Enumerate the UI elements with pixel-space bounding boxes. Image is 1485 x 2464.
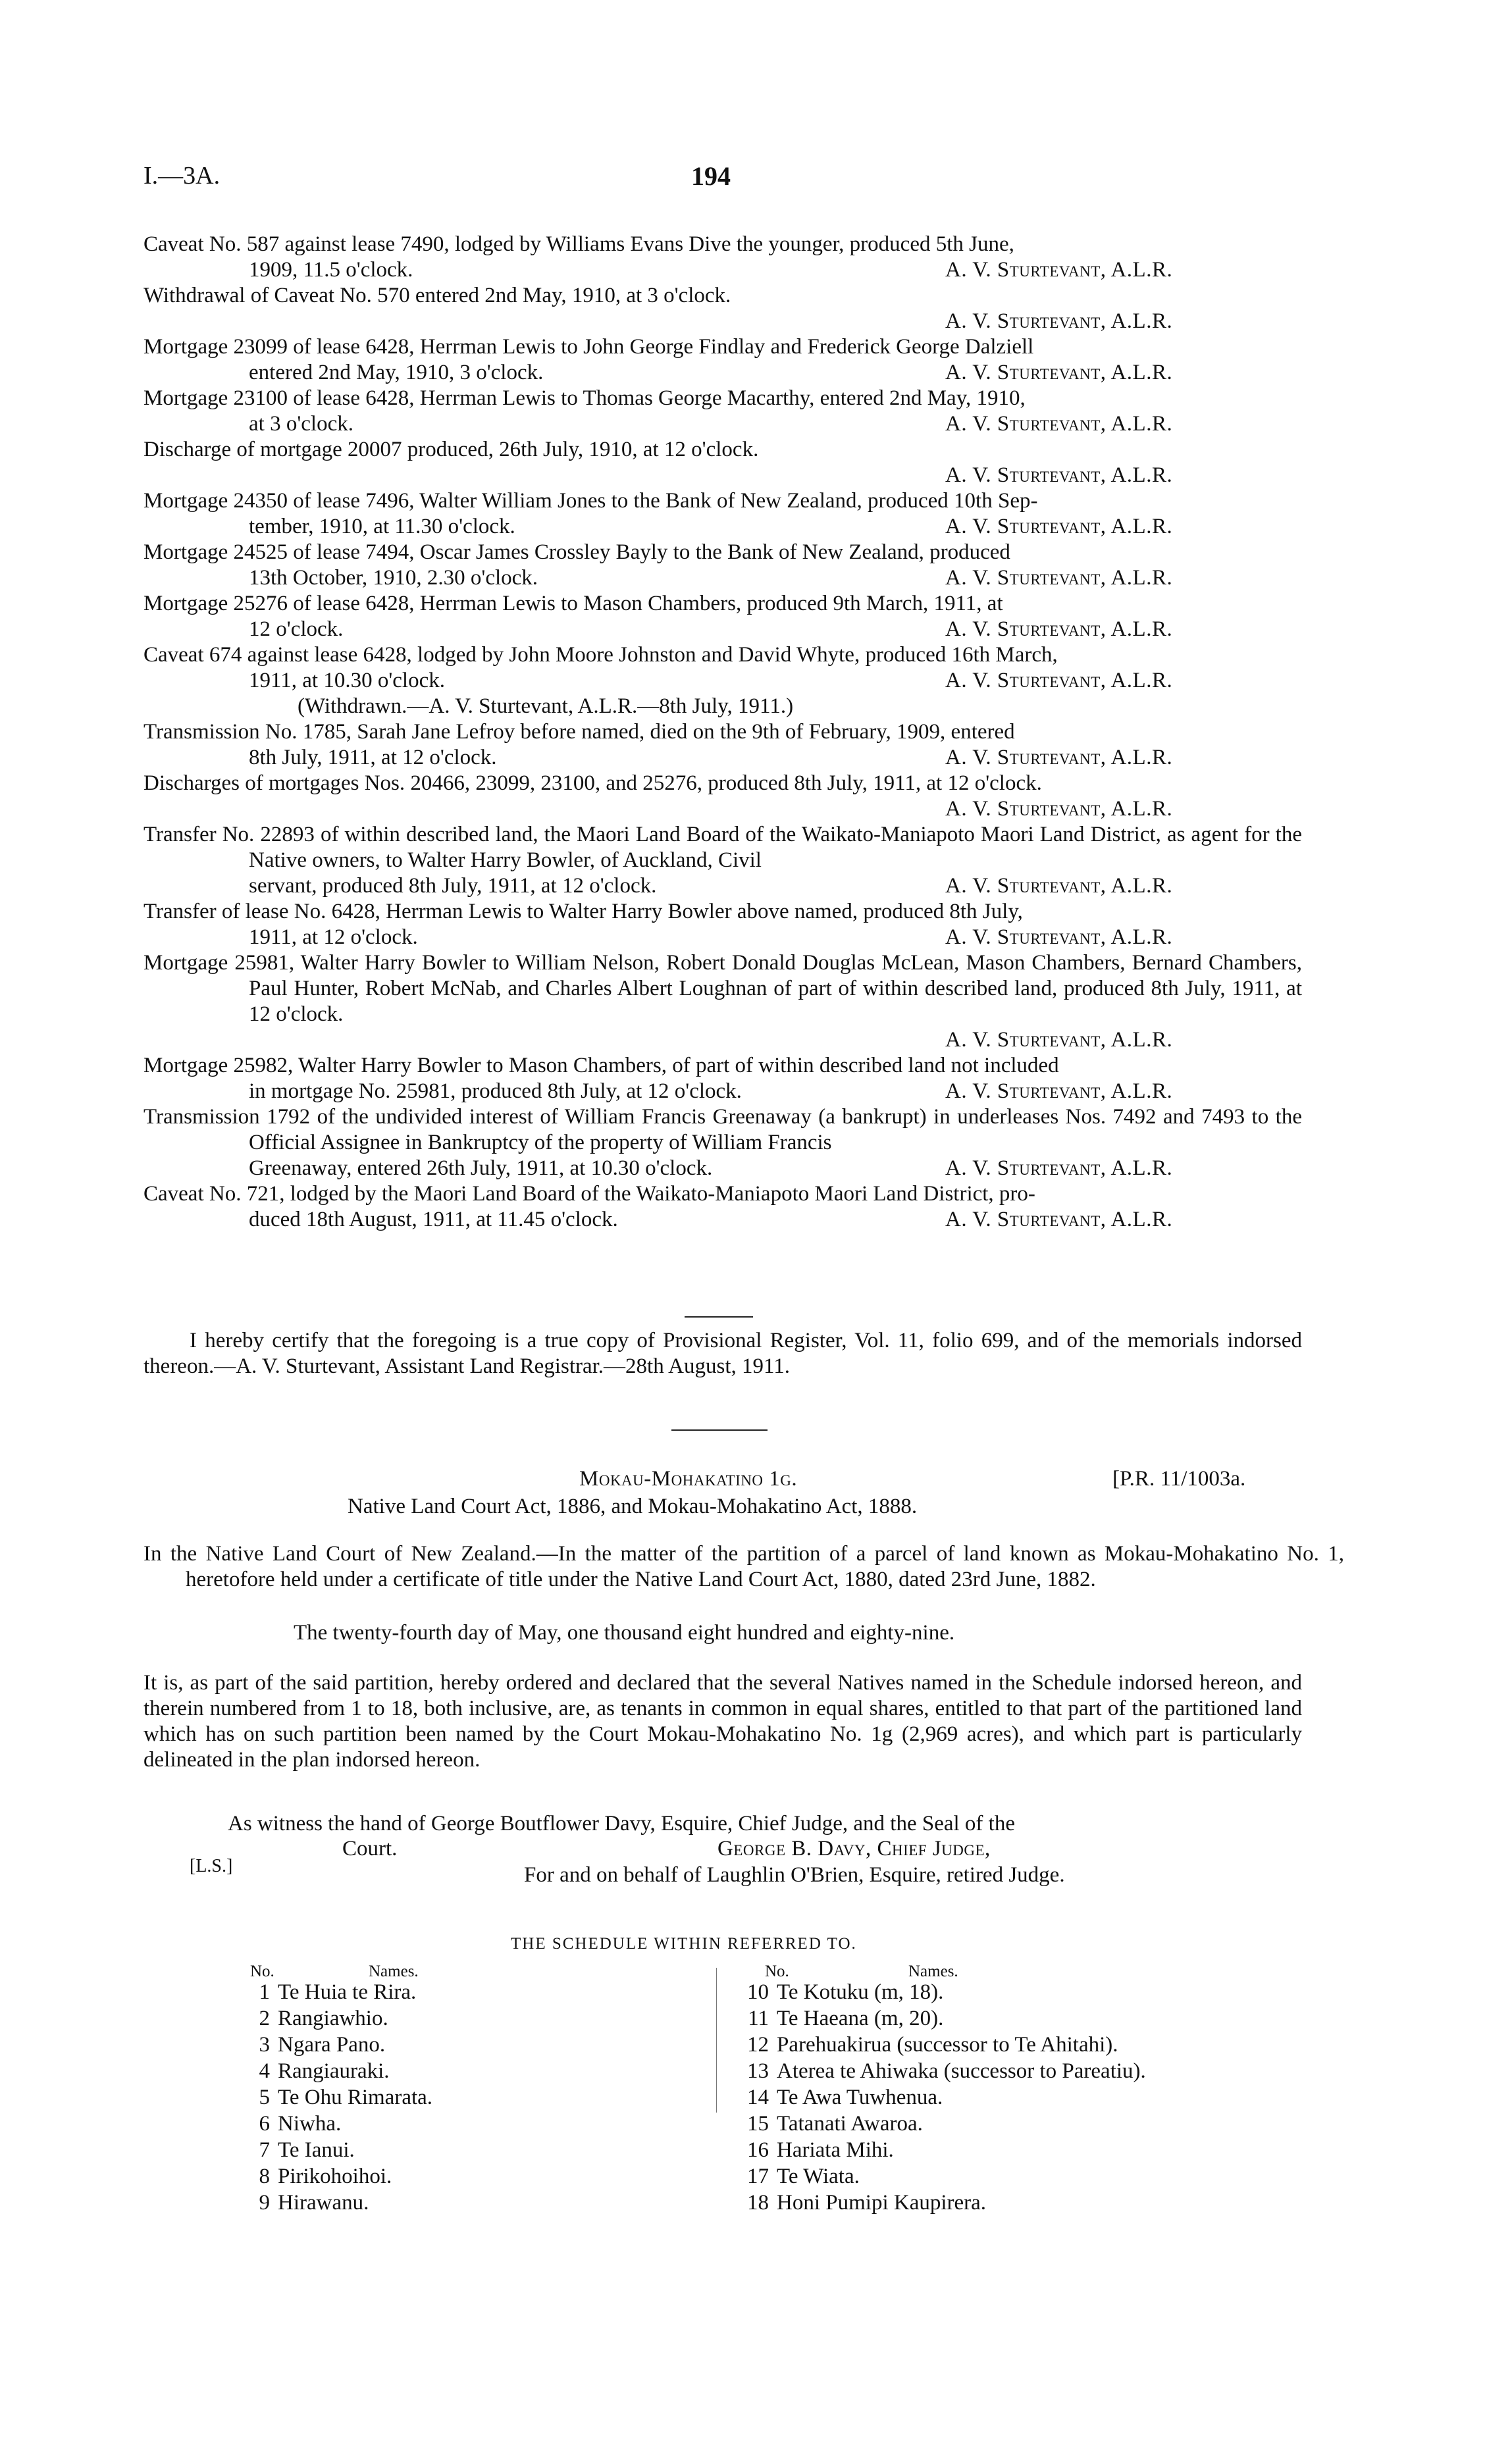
schedule-names-header: Names.	[908, 1963, 958, 1980]
entry-text: Transmission 1792 of the undivided interest of William Francis Greenaway (a bankrupt) in underleases Nos. 7492 and 7493 to the Official Assignee in Bankruptcy of the property of William Francis	[143, 1105, 1302, 1154]
schedule-name: Te Huia te Rira.	[278, 1980, 417, 2004]
schedule-row	[237, 2190, 432, 2217]
schedule-row	[736, 2111, 1146, 2138]
entry-text: Mortgage 24525 of lease 7494, Oscar James Crossley Bayly to the Bank of New Zealand, produced	[143, 540, 1010, 564]
schedule-title: THE SCHEDULE WITHIN REFERRED TO.	[511, 1935, 857, 1953]
schedule-name: Te Wiata.	[777, 2165, 860, 2188]
entry-continuation: at 3 o'clock.	[249, 412, 353, 436]
entry-closing-line	[143, 745, 1302, 771]
registrar-signature: A. V. Sturtevant, A.L.R.	[945, 925, 1173, 949]
schedule-number: 15	[747, 2112, 769, 2136]
entry-continuation: entered 2nd May, 1910, 3 o'clock.	[249, 361, 544, 384]
entry-continuation: Greenaway, entered 26th July, 1911, at 10.30 o'clock.	[249, 1156, 713, 1180]
entry-closing-line	[143, 1207, 1302, 1233]
entry-closing-line	[143, 1079, 1302, 1104]
registrar-signature: A. V. Sturtevant, A.L.R.	[945, 617, 1173, 641]
schedule-name: Honi Pumipi Kaupirera.	[777, 2191, 987, 2215]
schedule-row	[736, 2190, 1146, 2217]
memorial-entry	[143, 283, 1302, 334]
entry-text: Caveat No. 587 against lease 7490, lodged by Williams Evans Dive the younger, produced 5th June,	[143, 232, 1014, 256]
schedule-number: 13	[747, 2059, 769, 2083]
entry-closing-line	[143, 873, 1302, 899]
behalf-line: For and on behalf of Laughlin O'Brien, Esquire, retired Judge.	[524, 1863, 1065, 1887]
entry-closing-line	[143, 617, 1302, 642]
registrar-signature: A. V. Sturtevant, A.L.R.	[945, 515, 1173, 538]
schedule-row	[237, 1980, 432, 2006]
registrar-signature: A. V. Sturtevant, A.L.R.	[945, 746, 1173, 769]
entry-continuation: in mortgage No. 25981, produced 8th July, at 12 o'clock.	[249, 1079, 742, 1103]
memorial-entry	[143, 950, 1302, 1053]
schedule-column-right	[736, 1980, 1146, 2217]
memorial-entry	[143, 899, 1302, 950]
schedule-row	[736, 2059, 1146, 2085]
memorial-entry	[143, 822, 1302, 899]
schedule-number: 1	[259, 1980, 270, 2004]
entry-continuation: servant, produced 8th July, 1911, at 12 o'clock.	[249, 874, 657, 898]
schedule-name: Hariata Mihi.	[777, 2138, 894, 2162]
entry-continuation: 1911, at 10.30 o'clock.	[249, 669, 445, 692]
entry-continuation: tember, 1910, at 11.30 o'clock.	[249, 515, 515, 538]
memorial-entry	[143, 1181, 1302, 1233]
schedule-number: 10	[747, 1980, 769, 2004]
withdrawal-note: (Withdrawn.—A. V. Sturtevant, A.L.R.—8th July, 1911.)	[298, 694, 794, 718]
schedule-row	[237, 2032, 432, 2059]
schedule-name: Te Ianui.	[278, 2138, 355, 2162]
entry-closing-line	[143, 668, 1302, 694]
schedule-row	[736, 2006, 1146, 2032]
schedule-name: Aterea te Ahiwaka (successor to Pareatiu).	[777, 2059, 1146, 2083]
entry-continuation: 13th October, 1910, 2.30 o'clock.	[249, 566, 538, 590]
schedule-name: Tatanati Awaroa.	[777, 2112, 923, 2136]
order-date: The twenty-fourth day of May, one thousand eight hundred and eighty-nine.	[294, 1621, 955, 1645]
entry-text: Mortgage 23100 of lease 6428, Herrman Lewis to Thomas George Macarthy, entered 2nd May, 1910,	[143, 386, 1026, 410]
schedule-name: Hirawanu.	[278, 2191, 369, 2215]
entry-closing-line	[143, 1027, 1302, 1053]
schedule-name: Te Haeana (m, 20).	[777, 2007, 944, 2030]
entry-text: Withdrawal of Caveat No. 570 entered 2nd May, 1910, at 3 o'clock.	[143, 284, 731, 307]
memorial-entry	[143, 642, 1302, 719]
registrar-signature: A. V. Sturtevant, A.L.R.	[945, 874, 1173, 898]
order-reference: [P.R. 11/1003a.	[1112, 1467, 1246, 1491]
schedule-row	[237, 2164, 432, 2190]
schedule-name: Rangiauraki.	[278, 2059, 390, 2083]
matter-paragraph: In the Native Land Court of New Zealand.—In the matter of the partition of a parcel of land known as Mokau-Mohakatino No. 1, heretofore held under a certificate of title under the Native Land Court Act, 1880, dated 23rd June, 1882.	[143, 1542, 1344, 1591]
schedule-no-header: No.	[765, 1963, 789, 1980]
schedule-row	[237, 2085, 432, 2111]
entry-closing-line	[143, 411, 1302, 437]
registrar-signature: A. V. Sturtevant, A.L.R.	[945, 1079, 1173, 1103]
schedule-number: 3	[259, 2033, 270, 2057]
order-title: Mokau-Mohakatino 1g.	[579, 1467, 798, 1491]
schedule-number: 5	[259, 2086, 270, 2109]
witness-line-continued: Court.	[342, 1837, 398, 1861]
schedule-number: 6	[259, 2112, 270, 2136]
memorial-entry	[143, 334, 1302, 386]
schedule-number: 12	[747, 2033, 769, 2057]
column-divider	[716, 1968, 717, 2113]
judge-signature: George B. Davy, Chief Judge,	[717, 1837, 991, 1861]
registrar-signature: A. V. Sturtevant, A.L.R.	[945, 258, 1173, 282]
registrar-signature: A. V. Sturtevant, A.L.R.	[945, 412, 1173, 436]
schedule-name: Rangiawhio.	[278, 2007, 388, 2030]
schedule-number: 4	[259, 2059, 270, 2083]
entry-text: Discharges of mortgages Nos. 20466, 23099, 23100, and 25276, produced 8th July, 1911, at 12 o'clock.	[143, 771, 1042, 795]
entry-text: Mortgage 25276 of lease 6428, Herrman Lewis to Mason Chambers, produced 9th March, 1911, at	[143, 592, 1003, 615]
schedule-row	[736, 2085, 1146, 2111]
entry-text: Caveat No. 721, lodged by the Maori Land Board of the Waikato-Maniapoto Maori Land District, pro-	[143, 1182, 1035, 1206]
entry-closing-line	[143, 796, 1302, 822]
document-reference: I.—3A.	[143, 162, 221, 190]
entry-closing-line	[143, 309, 1302, 334]
memorial-entry	[143, 1104, 1302, 1181]
schedule-number: 16	[747, 2138, 769, 2162]
schedule-name: Te Ohu Rimarata.	[278, 2086, 433, 2109]
schedule-row	[237, 2138, 432, 2164]
entry-closing-line	[143, 257, 1302, 283]
registrar-signature: A. V. Sturtevant, A.L.R.	[945, 797, 1173, 821]
schedule-name: Pirikohoihoi.	[278, 2165, 392, 2188]
memorials-list	[143, 232, 1302, 1233]
schedule-row	[237, 2111, 432, 2138]
entry-closing-line	[143, 514, 1302, 540]
memorial-entry	[143, 591, 1302, 642]
entry-text: Discharge of mortgage 20007 produced, 26th July, 1910, at 12 o'clock.	[143, 438, 759, 461]
certificate-paragraph: I hereby certify that the foregoing is a true copy of Provisional Register, Vol. 11, folio 699, and of the memorials indorsed thereon.—A. V. Sturtevant, Assistant Land Registrar.—28th August, 1911.	[143, 1329, 1302, 1378]
registrar-signature: A. V. Sturtevant, A.L.R.	[945, 309, 1173, 333]
entry-continuation: 12 o'clock.	[249, 617, 344, 641]
schedule-no-header: No.	[250, 1963, 274, 1980]
schedule-name: Parehuakirua (successor to Te Ahitahi).	[777, 2033, 1118, 2057]
schedule-number: 18	[747, 2191, 769, 2215]
memorial-entry	[143, 386, 1302, 437]
registrar-signature: A. V. Sturtevant, A.L.R.	[945, 463, 1173, 487]
memorial-entry	[143, 437, 1302, 488]
order-body: It is, as part of the said partition, hereby ordered and declared that the several Natives named in the Schedule indorsed hereon, and therein numbered from 1 to 18, both inclusive, are, as tenants in common in equal shares, entitled to that part of the partitioned land which has on such partition been named by the Court Mokau-Mohakatino No. 1g (2,969 acres), and which part is particularly delineated in the plan indorsed hereon.	[143, 1671, 1302, 1772]
schedule-number: 14	[747, 2086, 769, 2109]
memorial-entry	[143, 1053, 1302, 1104]
schedule-row	[736, 2138, 1146, 2164]
entry-continuation: 8th July, 1911, at 12 o'clock.	[249, 746, 497, 769]
entry-continuation: duced 18th August, 1911, at 11.45 o'clock.	[249, 1208, 618, 1231]
schedule-number: 17	[747, 2165, 769, 2188]
act-heading: Native Land Court Act, 1886, and Mokau-Mohakatino Act, 1888.	[348, 1495, 918, 1518]
witness-line: As witness the hand of George Boutflower Davy, Esquire, Chief Judge, and the Seal of the	[228, 1812, 1015, 1835]
schedule-names-header: Names.	[369, 1963, 419, 1980]
memorial-entry	[143, 232, 1302, 283]
schedule-number: 2	[259, 2007, 270, 2030]
memorial-entry	[143, 540, 1302, 591]
schedule-name: Te Kotuku (m, 18).	[777, 1980, 944, 2004]
entry-closing-line	[143, 925, 1302, 950]
schedule-name: Ngara Pano.	[278, 2033, 386, 2057]
entry-text: Transfer of lease No. 6428, Herrman Lewis to Walter Harry Bowler above named, produced 8th July,	[143, 900, 1023, 923]
entry-text: Mortgage 25981, Walter Harry Bowler to William Nelson, Robert Donald Douglas McLean, Mason Chambers, Bernard Chambers, Paul Hunter, Robert McNab, and Charles Albert Loughnan of part of within described land, produced 8th July, 1911, at 12 o'clock.	[143, 951, 1302, 1026]
registrar-signature: A. V. Sturtevant, A.L.R.	[945, 669, 1173, 692]
seal-mark: [L.S.]	[190, 1856, 233, 1876]
entry-text: Transmission No. 1785, Sarah Jane Lefroy before named, died on the 9th of February, 1909, entered	[143, 720, 1015, 744]
schedule-number: 7	[259, 2138, 270, 2162]
registrar-signature: A. V. Sturtevant, A.L.R.	[945, 1208, 1173, 1231]
registrar-signature: A. V. Sturtevant, A.L.R.	[945, 566, 1173, 590]
section-divider	[685, 1316, 753, 1318]
schedule-name: Te Awa Tuwhenua.	[777, 2086, 943, 2109]
schedule-row	[736, 1980, 1146, 2006]
schedule-row	[237, 2006, 432, 2032]
schedule-row	[736, 2164, 1146, 2190]
schedule-name: Niwha.	[278, 2112, 342, 2136]
memorial-entry	[143, 719, 1302, 771]
schedule-row	[736, 2032, 1146, 2059]
entry-text: Mortgage 24350 of lease 7496, Walter William Jones to the Bank of New Zealand, produced 10th Sep-	[143, 489, 1038, 513]
entry-text: Mortgage 23099 of lease 6428, Herrman Lewis to John George Findlay and Frederick George Dalziell	[143, 335, 1034, 359]
memorial-entry	[143, 771, 1302, 822]
entry-closing-line	[143, 360, 1302, 386]
entry-continuation: 1909, 11.5 o'clock.	[249, 258, 413, 282]
entry-text: Transfer No. 22893 of within described land, the Maori Land Board of the Waikato-Maniapoto Maori Land District, as agent for the Native owners, to Walter Harry Bowler, of Auckland, Civil	[143, 823, 1302, 872]
entry-text: Caveat 674 against lease 6428, lodged by John Moore Johnston and David Whyte, produced 16th March,	[143, 643, 1058, 667]
schedule-row	[237, 2059, 432, 2085]
schedule-column-left	[237, 1980, 432, 2217]
entry-continuation: 1911, at 12 o'clock.	[249, 925, 418, 949]
schedule-number: 11	[748, 2007, 769, 2030]
memorial-entry	[143, 488, 1302, 540]
entry-closing-line	[143, 1156, 1302, 1181]
schedule-number: 9	[259, 2191, 270, 2215]
entry-closing-line	[143, 565, 1302, 591]
entry-text: Mortgage 25982, Walter Harry Bowler to Mason Chambers, of part of within described land not included	[143, 1054, 1059, 1077]
schedule-number: 8	[259, 2165, 270, 2188]
registrar-signature: A. V. Sturtevant, A.L.R.	[945, 361, 1173, 384]
registrar-signature: A. V. Sturtevant, A.L.R.	[945, 1156, 1173, 1180]
page-number: 194	[691, 161, 731, 191]
registrar-signature: A. V. Sturtevant, A.L.R.	[945, 1028, 1173, 1052]
section-divider	[671, 1429, 768, 1431]
entry-closing-line	[143, 463, 1302, 488]
